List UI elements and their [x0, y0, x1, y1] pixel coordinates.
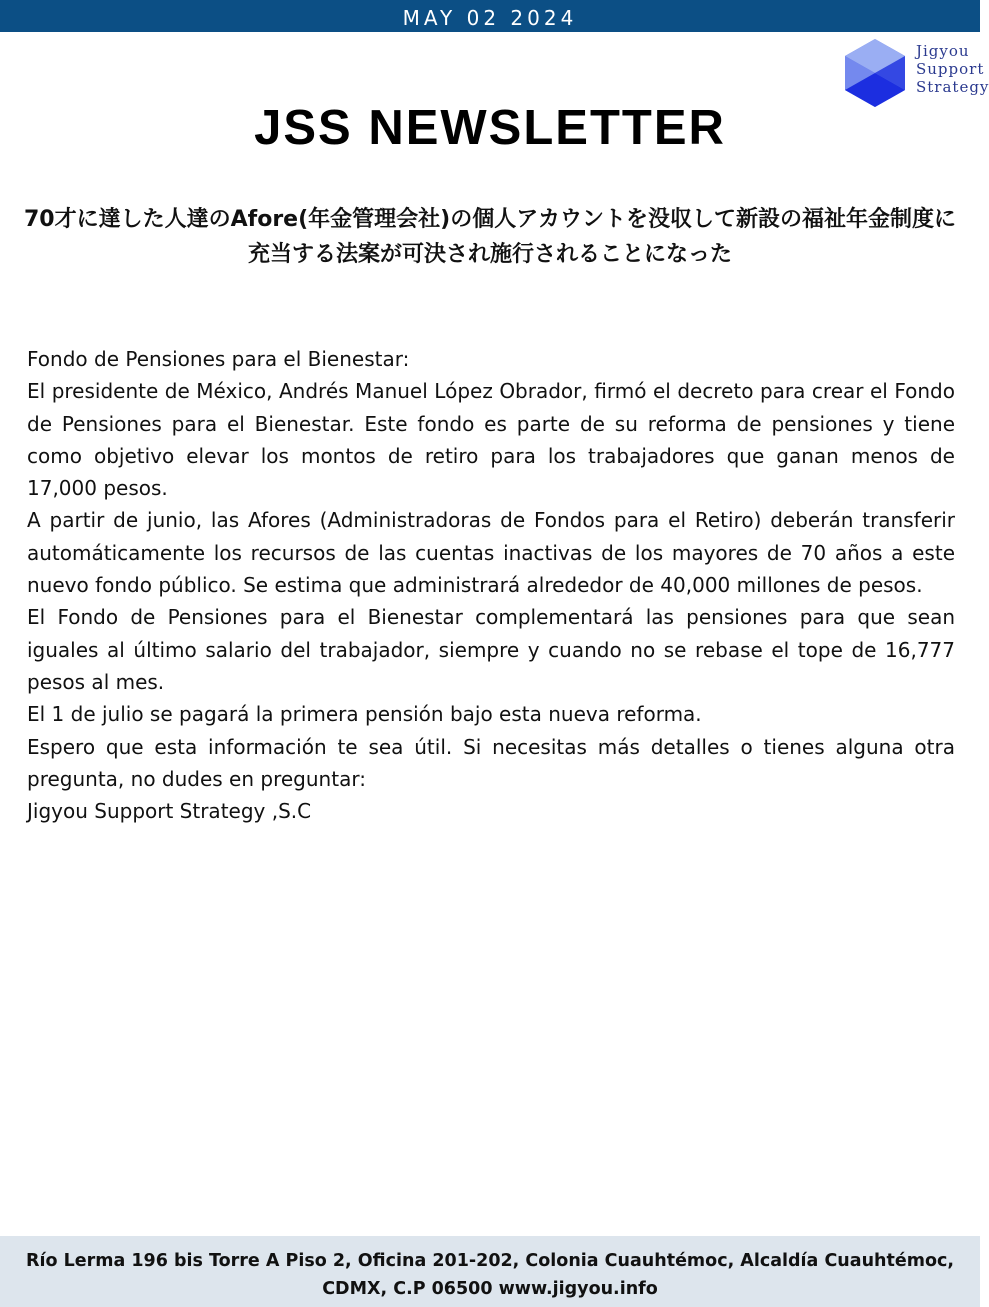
article-headline: 70才に達した人達のAfore(年金管理会社)の個人アカウントを没収して新設の福祉年金制度に充当する法案が可決され施行されることになった [24, 207, 956, 267]
body-paragraph: Espero que esta información te sea útil. Si necesitas más detalles o tienes alguna otra pregunta, no dudes en preguntar: [27, 734, 955, 791]
body-paragraph: A partir de junio, las Afores (Administradoras de Fondos para el Retiro) deberán transferir automáticamente los recursos de las cuentas inactivas de los mayores de 70 años a este nuevo fondo público. Se estima que administrará alrededor de 40,000 millones de pesos. [27, 508, 955, 598]
cube-logo-icon [843, 38, 907, 108]
address-footer [0, 1236, 980, 1307]
footer-address-line-1: Río Lerma 196 bis Torre A Piso 2, Oficina 201-202, Colonia Cuauhtémoc, Alcaldía Cuauhtémoc, [25, 1251, 954, 1271]
issue-date: MAY 02 2024 [402, 6, 578, 30]
logo-text-line-1: Jigyou [916, 42, 970, 60]
signature-line: Jigyou Support Strategy ,S.C [27, 799, 312, 824]
footer-address-line-2: CDMX, C.P 06500 www.jigyou.info [322, 1279, 658, 1299]
body-paragraph: El presidente de México, Andrés Manuel López Obrador, firmó el decreto para crear el Fondo de Pensiones para el Bienestar. Este fondo es parte de su reforma de pensiones y tiene como objetivo elevar los montos de retiro para los trabajadores que ganan menos de 17,000 pesos. [27, 379, 955, 501]
logo-text-line-3: Strategy [916, 78, 989, 96]
date-banner [0, 0, 980, 32]
body-paragraph: El 1 de julio se pagará la primera pensión bajo esta nueva reforma. [27, 702, 702, 727]
logo-wordmark [916, 42, 989, 96]
body-paragraph: Fondo de Pensiones para el Bienestar: [27, 347, 410, 371]
body-paragraph: El Fondo de Pensiones para el Bienestar complementará las pensiones para que sean iguales al último salario del trabajador, siempre y cuando no se rebase el tope de 16,777 pesos al mes. [27, 605, 955, 694]
logo-text-line-2: Support [916, 60, 985, 78]
article-body [27, 343, 955, 827]
newsletter-title: JSS NEWSLETTER [254, 101, 726, 155]
